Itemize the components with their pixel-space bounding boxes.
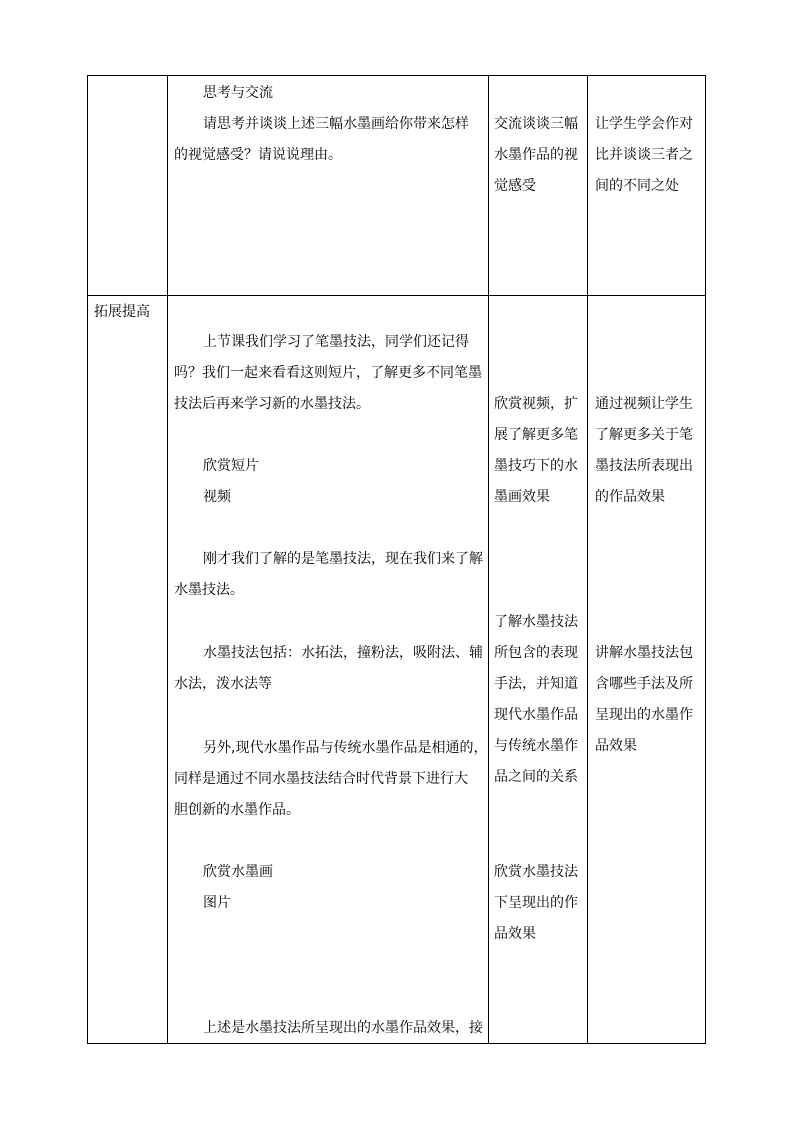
row2-content-line: 另外,现代水墨作品与传统水墨作品是相通的， (203, 740, 488, 756)
row2-intent-line: 讲解水墨技法包 (595, 645, 693, 661)
row2-content-line: 欣赏水墨画 (203, 864, 273, 880)
row-divider (87, 295, 706, 296)
row2-intent-line: 品效果 (595, 738, 637, 754)
row2-student-line: 品效果 (494, 926, 536, 942)
column-divider-1 (167, 75, 168, 1044)
row2-student-line: 欣赏水墨技法 (494, 864, 578, 880)
row2-student-line: 与传统水墨作 (494, 738, 578, 754)
row2-intent-line: 通过视频让学生 (595, 396, 693, 412)
row1-content-heading: 思考与交流 (203, 85, 273, 101)
column-divider-2 (488, 75, 489, 1044)
row2-content-line: 水墨技法。 (174, 582, 244, 598)
row2-intent-line: 含哪些手法及所 (595, 676, 693, 692)
row2-student-line: 手法，并知道 (494, 676, 578, 692)
row2-content-line: 水法，泼水法等 (174, 676, 272, 692)
row2-student-line: 墨画效果 (494, 489, 550, 505)
row2-intent-line: 了解更多关于笔 (595, 427, 693, 443)
row2-content-line: 吗？我们一起来看看这则短片，了解更多不同笔墨 (174, 365, 482, 381)
row2-intent-line: 呈现出的水墨作 (595, 707, 693, 723)
row1-intent-line: 比并谈谈三者之 (595, 147, 693, 163)
row2-label: 拓展提高 (94, 304, 150, 320)
row2-student-line: 墨技巧下的水 (494, 458, 578, 474)
row1-intent-line: 间的不同之处 (595, 178, 679, 194)
row2-content-line: 技法后再来学习新的水墨技法。 (174, 396, 370, 412)
row2-content-line: 上述是水墨技法所呈现出的水墨作品效果，接 (203, 1020, 483, 1036)
row2-intent-line: 墨技法所表现出 (595, 458, 693, 474)
row1-student-line: 觉感受 (494, 178, 536, 194)
row2-content-line: 上节课我们学习了笔墨技法，同学们还记得 (203, 334, 469, 350)
row1-content-line: 请思考并谈谈上述三幅水墨画给你带来怎样 (203, 116, 469, 132)
row1-content-line: 的视觉感受？请说说理由。 (174, 147, 342, 163)
row2-content-line: 刚才我们了解的是笔墨技法，现在我们来了解 (203, 551, 483, 567)
row2-content-line: 胆创新的水墨作品。 (174, 802, 300, 818)
row1-intent-line: 让学生学会作对 (595, 116, 693, 132)
row2-content-line: 水墨技法包括：水拓法，撞粉法，吸附法、辅 (203, 645, 483, 661)
row2-student-line: 品之间的关系 (494, 769, 578, 785)
row2-student-line: 所包含的表现 (494, 645, 578, 661)
row2-student-line: 了解水墨技法 (494, 614, 578, 630)
row2-student-line: 展了解更多笔 (494, 427, 578, 443)
row2-content-line: 视频 (203, 489, 231, 505)
row2-intent-line: 的作品效果 (595, 489, 665, 505)
row2-content-line: 欣赏短片 (203, 458, 259, 474)
row2-content-line: 同样是通过不同水墨技法结合时代背景下进行大 (174, 771, 468, 787)
row2-content-line: 图片 (203, 895, 231, 911)
row1-student-line: 水墨作品的视 (494, 147, 578, 163)
row2-student-line: 现代水墨作品 (494, 707, 578, 723)
column-divider-3 (587, 75, 588, 1044)
row2-student-line: 欣赏视频，扩 (494, 396, 578, 412)
row1-student-line: 交流谈谈三幅 (494, 116, 578, 132)
row2-student-line: 下呈现出的作 (494, 895, 578, 911)
